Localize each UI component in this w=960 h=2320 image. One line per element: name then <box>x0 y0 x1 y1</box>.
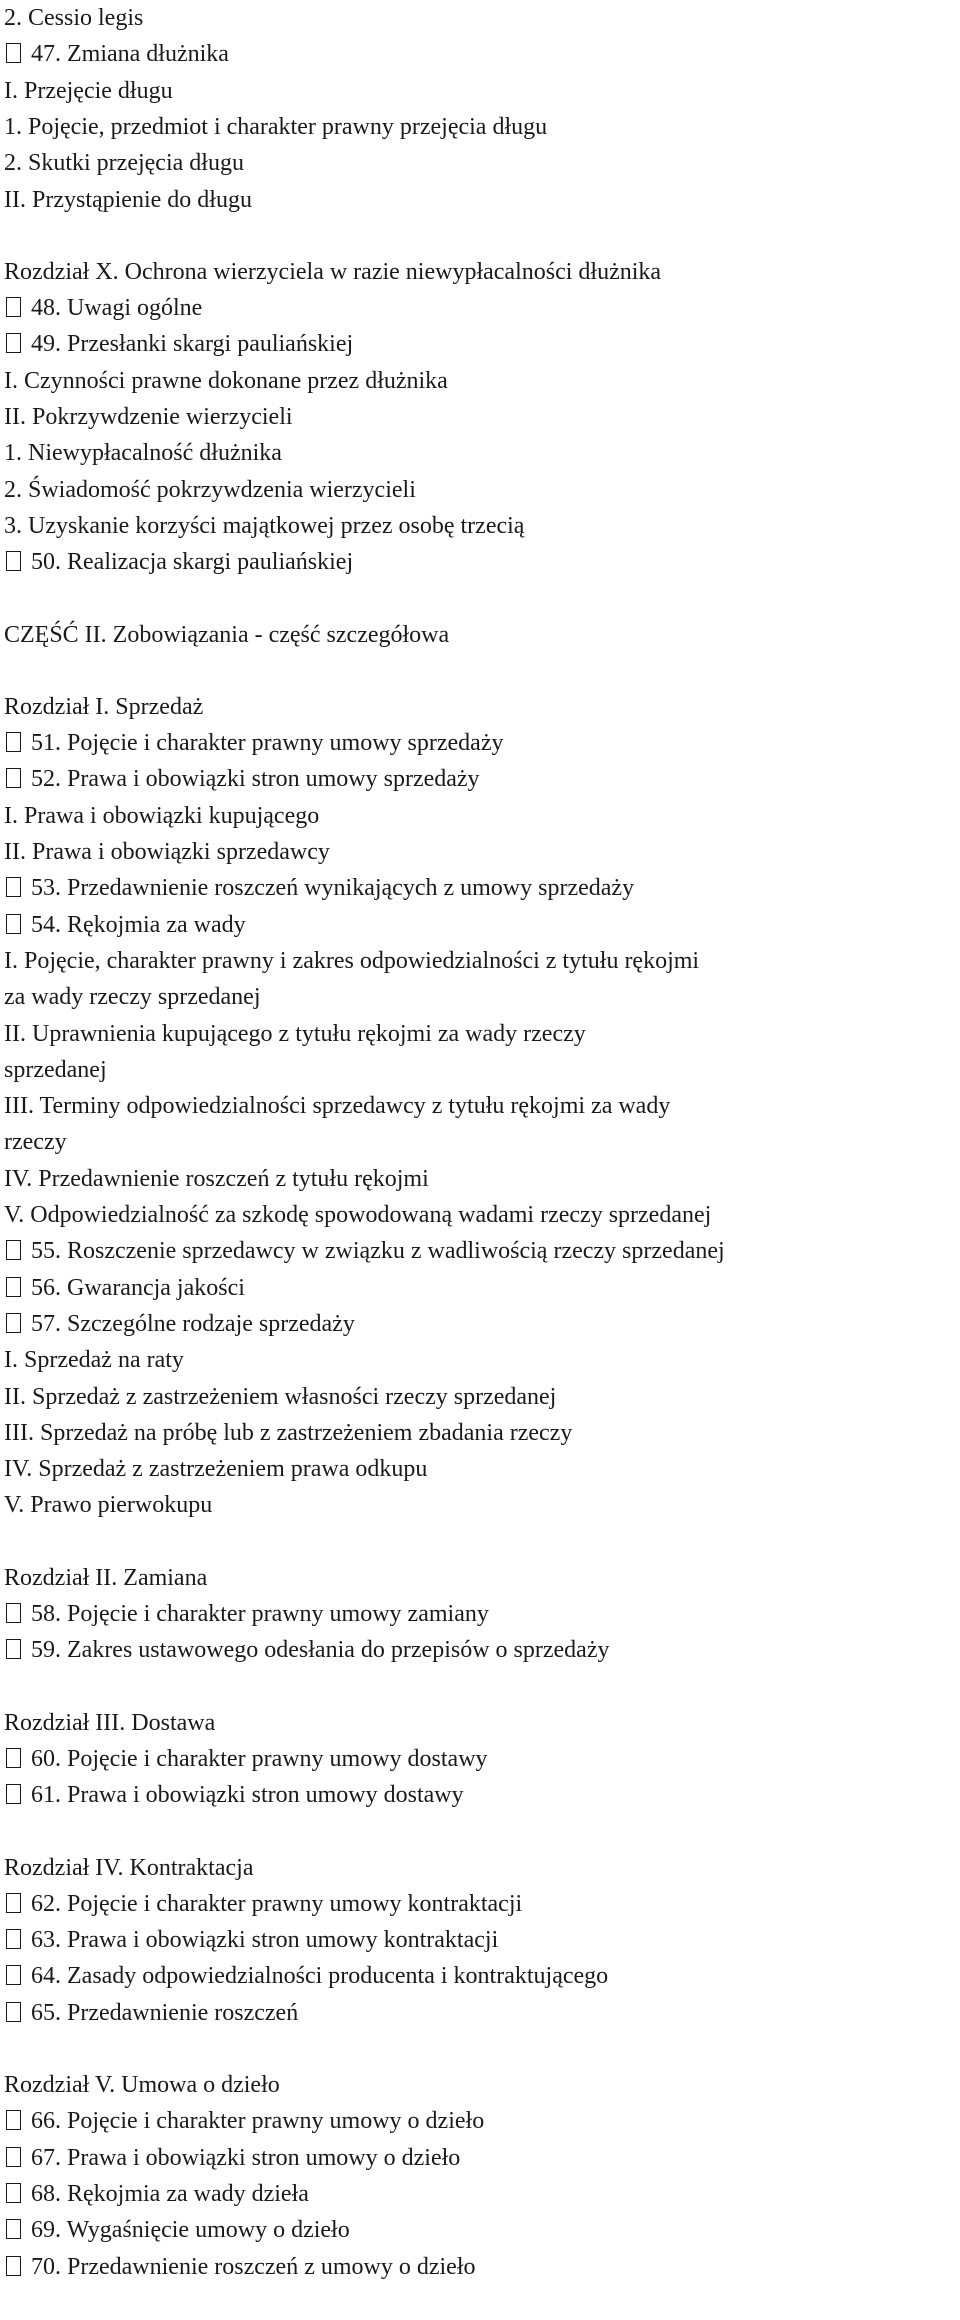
line-text: 3. Uzyskanie korzyści majątkowej przez osobę trzecią <box>4 512 525 539</box>
text-line <box>4 182 252 218</box>
text-line <box>4 1777 464 1813</box>
text-line <box>4 1958 608 1994</box>
line-text: 2. Świadomość pokrzywdzenia wierzycieli <box>4 476 416 503</box>
line-text: 61. Prawa i obowiązki stron umowy dostawy <box>31 1782 464 1809</box>
text-line <box>4 1741 488 1777</box>
text-line <box>4 1124 67 1160</box>
line-text: 2. Skutki przejęcia długu <box>4 150 244 177</box>
text-line <box>4 0 143 36</box>
line-text: Rozdział X. Ochrona wierzyciela w razie niewypłacalności dłużnika <box>4 258 662 285</box>
text-line <box>4 508 524 544</box>
text-line <box>4 2140 460 2176</box>
text-line <box>4 943 699 979</box>
line-text: sprzedanej <box>4 1056 107 1083</box>
line-text: Rozdział II. Zamiana <box>4 1564 208 1591</box>
line-text: II. Pokrzywdzenie wierzycieli <box>4 404 293 430</box>
text-line <box>4 979 261 1015</box>
text-line <box>4 435 282 471</box>
missing-glyph-icon <box>6 2256 21 2276</box>
missing-glyph-icon <box>6 1603 21 1623</box>
missing-glyph-icon <box>6 1240 21 1260</box>
missing-glyph-icon <box>6 2219 21 2239</box>
text-line <box>4 1850 253 1886</box>
missing-glyph-icon <box>6 768 21 788</box>
line-text: 51. Pojęcie i charakter prawny umowy sprzedaży <box>31 730 504 757</box>
text-line <box>4 472 416 508</box>
missing-glyph-icon <box>6 1277 21 1297</box>
line-text: I. Przejęcie długu <box>4 77 173 104</box>
line-text: 52. Prawa i obowiązki stron umowy sprzedaży <box>31 766 480 793</box>
missing-glyph-icon <box>6 1313 21 1333</box>
text-line <box>4 798 319 834</box>
text-line <box>4 1596 489 1632</box>
line-text: III. Sprzedaż na próbę lub z zastrzeżeniem zbadania rzeczy <box>4 1419 573 1446</box>
text-line <box>4 399 293 435</box>
line-text: za wady rzeczy sprzedanej <box>4 984 261 1011</box>
text-line <box>4 1197 711 1233</box>
text-line <box>4 1560 207 1596</box>
text-line <box>4 1379 556 1415</box>
line-text: 53. Przedawnienie roszczeń wynikających z umowy sprzedaży <box>31 875 635 902</box>
missing-glyph-icon <box>6 1965 21 1985</box>
line-text: 1. Pojęcie, przedmiot i charakter prawny przejęcia długu <box>4 113 548 140</box>
text-line <box>4 907 246 943</box>
text-line <box>4 363 448 399</box>
text-line <box>4 145 244 181</box>
line-text: I. Prawa i obowiązki kupującego <box>4 802 320 829</box>
missing-glyph-icon <box>6 914 21 934</box>
missing-glyph-icon <box>6 877 21 897</box>
text-line <box>4 73 173 109</box>
line-text: IV. Sprzedaż z zastrzeżeniem prawa odkupu <box>4 1456 428 1483</box>
text-line <box>4 1052 107 1088</box>
line-text: Rozdział V. Umowa o dzieło <box>4 2072 280 2098</box>
missing-glyph-icon <box>6 2183 21 2203</box>
missing-glyph-icon <box>6 297 21 317</box>
missing-glyph-icon <box>6 2002 21 2022</box>
missing-glyph-icon <box>6 1893 21 1913</box>
missing-glyph-icon <box>6 2147 21 2167</box>
line-text: 60. Pojęcie i charakter prawny umowy dostawy <box>31 1745 488 1772</box>
text-line <box>4 2176 309 2212</box>
line-text: CZĘŚĆ II. Zobowiązania - część szczegółowa <box>4 621 450 648</box>
line-text: 58. Pojęcie i charakter prawny umowy zamiany <box>31 1601 489 1627</box>
missing-glyph-icon <box>6 2110 21 2130</box>
line-text: V. Odpowiedzialność za szkodę spowodowaną wadami rzeczy sprzedanej <box>4 1202 712 1228</box>
line-text: 1. Niewypłacalność dłużnika <box>4 440 282 467</box>
line-text: II. Prawa i obowiązki sprzedawcy <box>4 839 330 865</box>
line-text: 50. Realizacja skargi pauliańskiej <box>31 549 354 576</box>
text-line <box>4 1161 429 1197</box>
line-text: 59. Zakres ustawowego odesłania do przepisów o sprzedaży <box>31 1637 610 1664</box>
line-text: II. Uprawnienia kupującego z tytułu rękojmi za wady rzeczy <box>4 1020 586 1047</box>
line-text: rzeczy <box>4 1129 67 1156</box>
text-line <box>4 1705 215 1741</box>
text-line <box>4 2249 476 2285</box>
line-text: 68. Rękojmia za wady dzieła <box>31 2180 309 2207</box>
text-line <box>4 1306 355 1342</box>
missing-glyph-icon <box>6 1929 21 1949</box>
line-text: IV. Przedawnienie roszczeń z tytułu rękojmi <box>4 1165 429 1192</box>
text-line <box>4 1016 586 1052</box>
line-text: I. Sprzedaż na raty <box>4 1347 184 1374</box>
line-text: 65. Przedawnienie roszczeń <box>31 1999 299 2026</box>
line-text: 2. Cessio legis <box>4 5 144 31</box>
missing-glyph-icon <box>6 732 21 752</box>
text-line <box>4 1487 212 1523</box>
missing-glyph-icon <box>6 1639 21 1659</box>
text-line <box>4 109 547 145</box>
text-line <box>4 254 661 290</box>
text-line <box>4 1886 522 1922</box>
text-line <box>4 725 504 761</box>
line-text: 57. Szczególne rodzaje sprzedaży <box>31 1310 355 1337</box>
text-line <box>4 1233 725 1269</box>
line-text: 69. Wygaśnięcie umowy o dzieło <box>31 2217 350 2244</box>
text-line <box>4 870 634 906</box>
line-text: Rozdział I. Sprzedaż <box>4 693 204 720</box>
text-line <box>4 1088 670 1124</box>
text-line <box>4 2212 350 2248</box>
line-text: 54. Rękojmia za wady <box>31 911 246 938</box>
text-line <box>4 2103 484 2139</box>
text-line <box>4 290 202 326</box>
line-text: V. Prawo pierwokupu <box>4 1492 213 1519</box>
line-text: 48. Uwagi ogólne <box>31 295 203 322</box>
text-line <box>4 2067 280 2103</box>
text-line <box>4 834 330 870</box>
line-text: III. Terminy odpowiedzialności sprzedawcy z tytułu rękojmi za wady <box>4 1093 671 1120</box>
text-line <box>4 1415 572 1451</box>
line-text: 64. Zasady odpowiedzialności producenta i kontraktującego <box>31 1963 609 1990</box>
line-text: 63. Prawa i obowiązki stron umowy kontraktacji <box>31 1927 499 1954</box>
text-line <box>4 1342 184 1378</box>
text-line <box>4 617 449 653</box>
text-line <box>4 544 353 580</box>
line-text: Rozdział III. Dostawa <box>4 1709 216 1736</box>
line-text: I. Czynności prawne dokonane przez dłużnika <box>4 367 448 394</box>
line-text: II. Sprzedaż z zastrzeżeniem własności rzeczy sprzedanej <box>4 1383 557 1410</box>
line-text: 56. Gwarancja jakości <box>31 1274 245 1301</box>
missing-glyph-icon <box>6 551 21 571</box>
text-line <box>4 1922 498 1958</box>
line-text: II. Przystąpienie do długu <box>4 186 252 213</box>
text-line <box>4 326 353 362</box>
line-text: 47. Zmiana dłużnika <box>31 41 229 68</box>
text-line <box>4 1270 245 1306</box>
line-text: I. Pojęcie, charakter prawny i zakres odpowiedzialności z tytułu rękojmi <box>4 947 700 974</box>
missing-glyph-icon <box>6 1748 21 1768</box>
text-line <box>4 689 203 725</box>
line-text: 66. Pojęcie i charakter prawny umowy o dzieło <box>31 2108 485 2135</box>
missing-glyph-icon <box>6 43 21 63</box>
line-text: Rozdział IV. Kontraktacja <box>4 1854 254 1881</box>
line-text: 70. Przedawnienie roszczeń z umowy o dzieło <box>31 2253 476 2280</box>
text-line <box>4 1632 609 1668</box>
line-text: 55. Roszczenie sprzedawcy w związku z wadliwością rzeczy sprzedanej <box>31 1238 725 1265</box>
line-text: 62. Pojęcie i charakter prawny umowy kontraktacji <box>31 1890 523 1917</box>
line-text: 67. Prawa i obowiązki stron umowy o dzieło <box>31 2144 461 2171</box>
text-line <box>4 761 480 797</box>
line-text: 49. Przesłanki skargi pauliańskiej <box>31 331 354 358</box>
text-line <box>4 1451 427 1487</box>
missing-glyph-icon <box>6 333 21 353</box>
text-line <box>4 36 229 72</box>
missing-glyph-icon <box>6 1784 21 1804</box>
text-line <box>4 1995 298 2031</box>
